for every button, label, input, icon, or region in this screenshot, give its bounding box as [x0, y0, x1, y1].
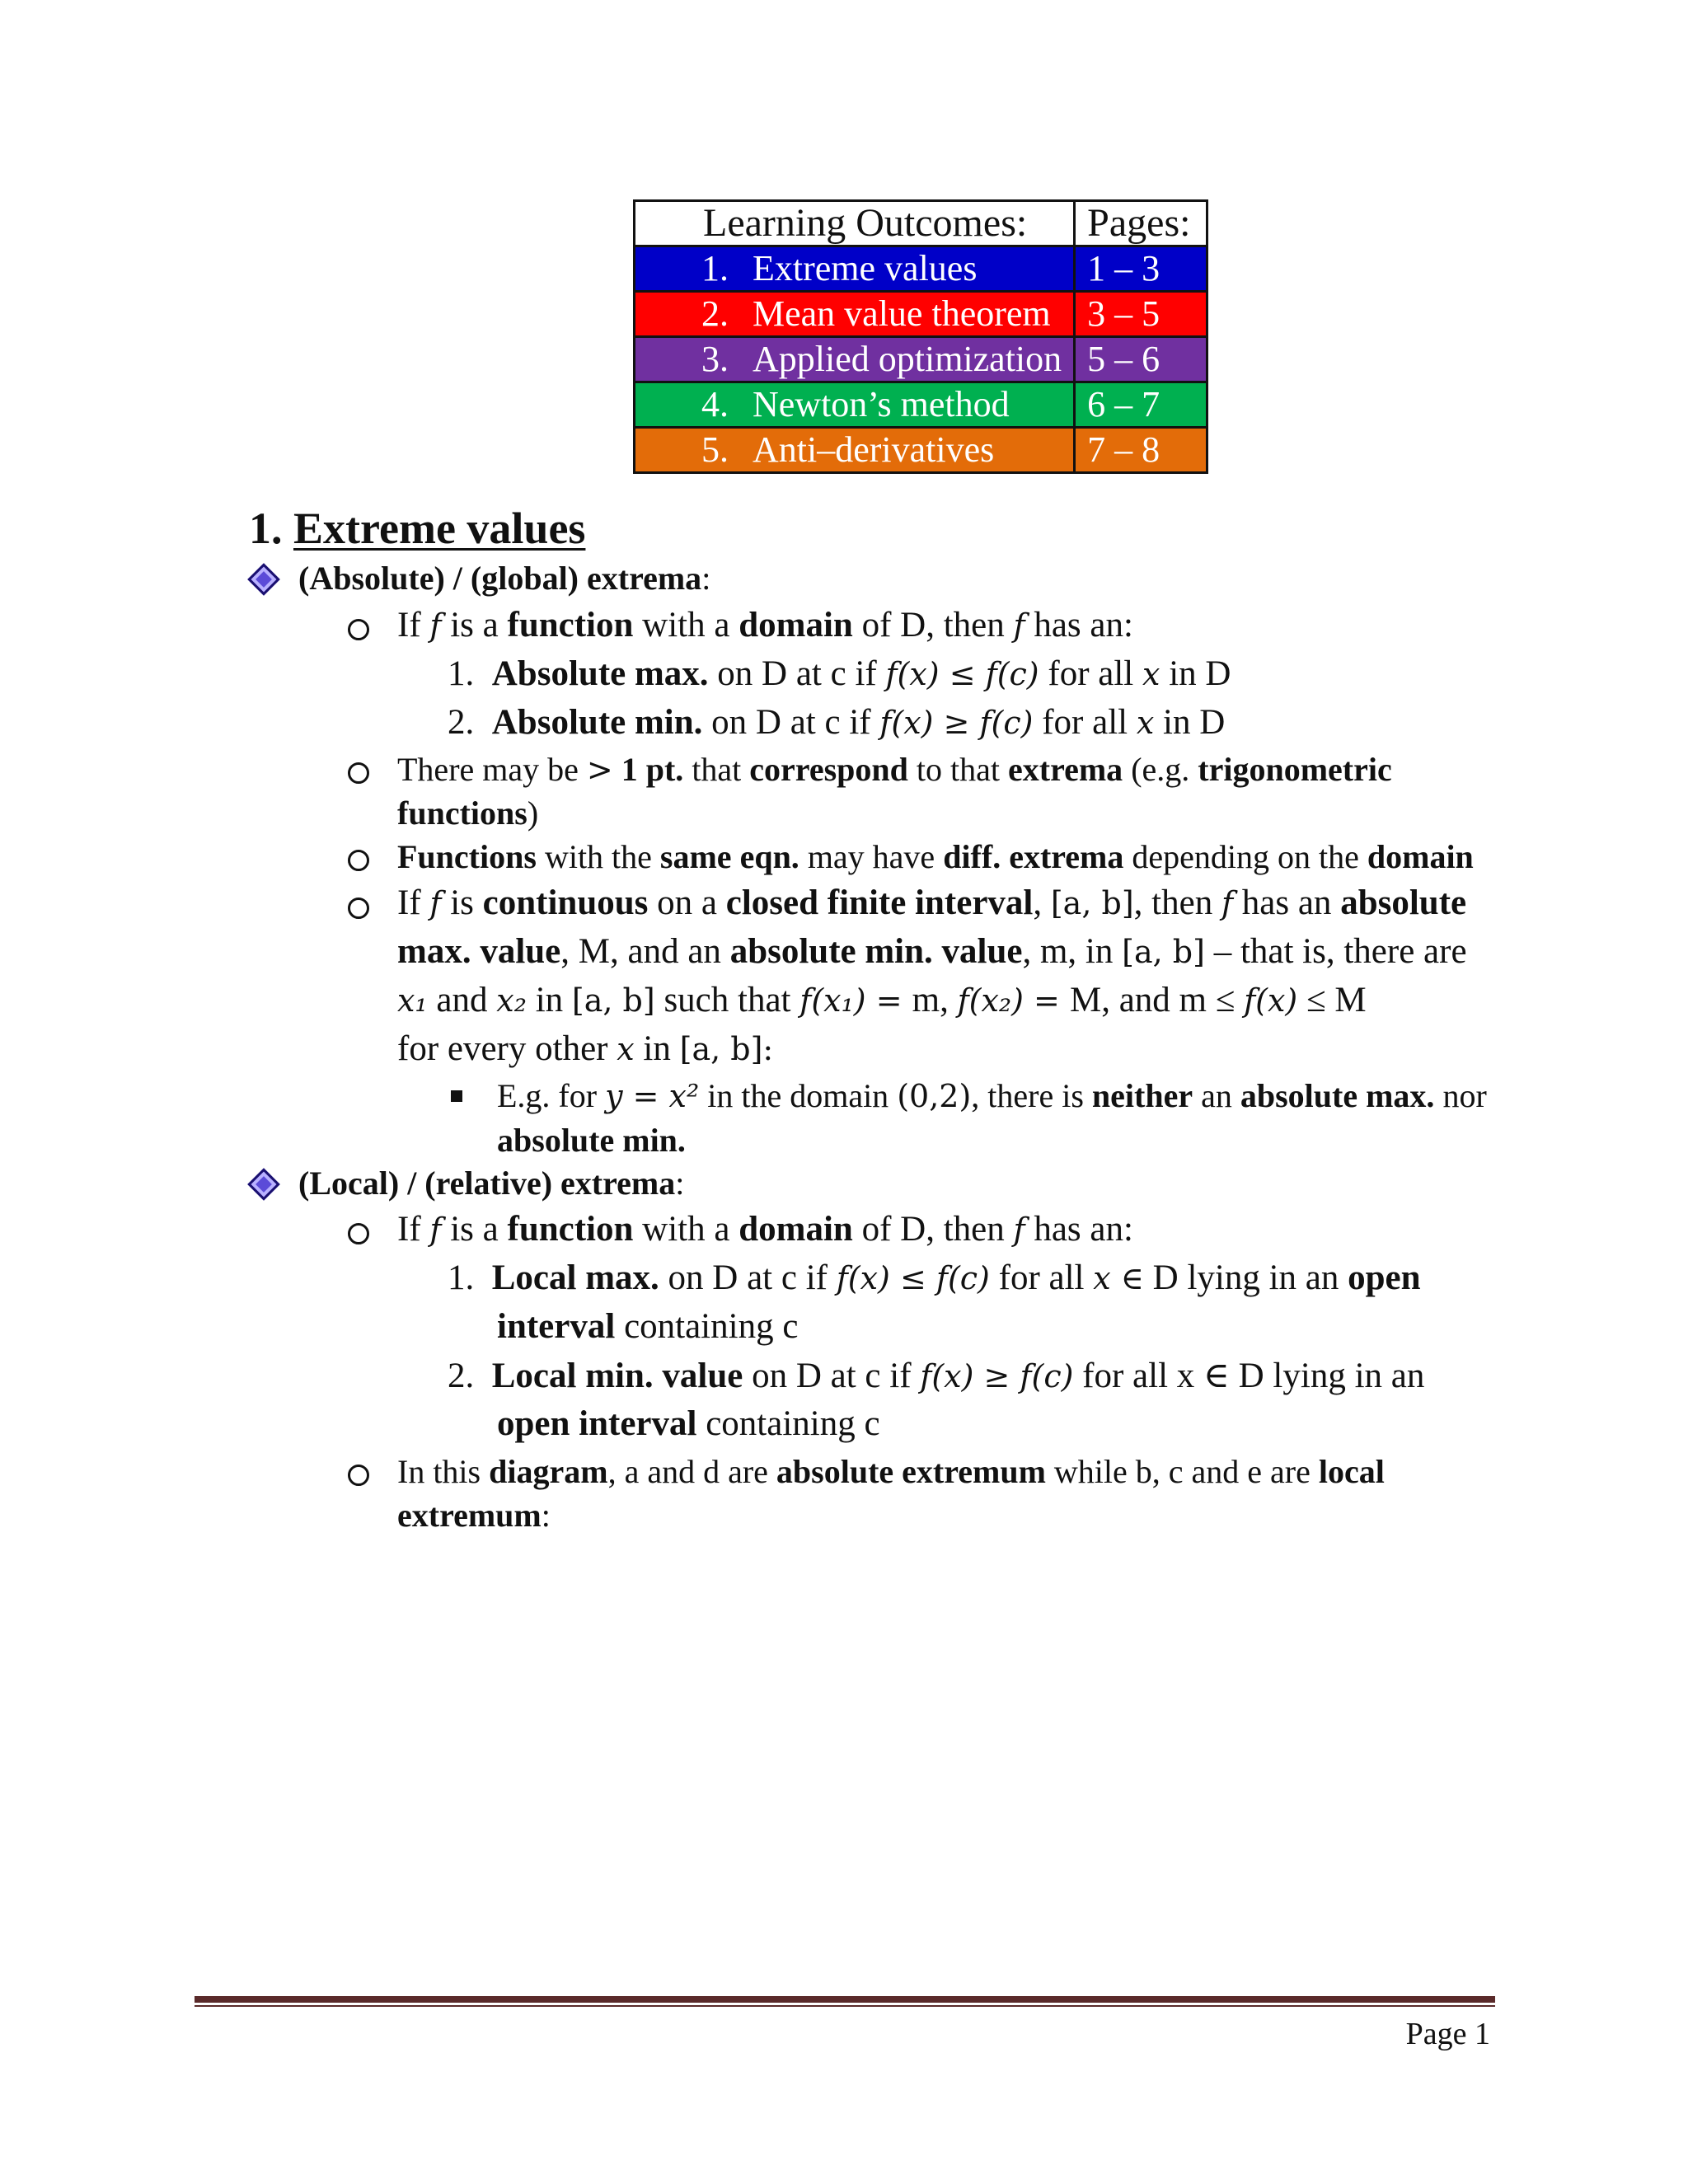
loc-para-2-cont: extremum: [397, 1497, 551, 1534]
outcome-row: 3. Applied optimization 5 – 6 [635, 337, 1207, 382]
absolute-extrema-heading: (Absolute) / (global) extrema: [298, 560, 711, 597]
abs-item-1: 1. Absolute max. on D at c if f(x) ≤ f(c) for all x in D [448, 654, 1231, 693]
circle-bullet-icon [348, 762, 369, 784]
abs-para-4-line-3: x₁ and x₂ in [a, b] such that f(x₁) = m, f(x₂) = M, and m ≤ f(x) ≤ M [397, 981, 1367, 1019]
abs-para-1: If f is a function with a domain of D, then f has an: [397, 606, 1133, 644]
circle-bullet-icon [348, 1223, 369, 1244]
circle-bullet-icon [348, 619, 369, 640]
abs-para-3: Functions with the same eqn. may have diff. extrema depending on the domain [397, 838, 1474, 875]
circle-bullet-icon [348, 850, 369, 871]
abs-para-2: There may be > 1 pt. that correspond to that extrema (e.g. trigonometric [397, 751, 1392, 788]
outcome-row: 5. Anti–derivatives 7 – 8 [635, 428, 1207, 473]
loc-item-1: 1. Local max. on D at c if f(x) ≤ f(c) for all x ∈ D lying in an open [448, 1258, 1421, 1297]
header-outcomes: Learning Outcomes: [635, 201, 1075, 246]
outcome-row: 2. Mean value theorem 3 – 5 [635, 292, 1207, 337]
outcome-row: 1. Extreme values 1 – 3 [635, 246, 1207, 292]
diamond-bullet-icon [247, 1168, 280, 1201]
header-pages: Pages: [1075, 201, 1207, 246]
outcome-row: 4. Newton’s method 6 – 7 [635, 382, 1207, 428]
abs-para-4-line-4: for every other x in [a, b]: [397, 1029, 774, 1068]
footer-rule-thin [195, 2005, 1495, 2007]
diamond-bullet-icon [247, 563, 280, 596]
abs-item-2: 2. Absolute min. on D at c if f(x) ≥ f(c) for all x in D [448, 703, 1226, 742]
loc-para-2: In this diagram, a and d are absolute extremum while b, c and e are local [397, 1453, 1385, 1490]
square-bullet-icon [451, 1090, 462, 1102]
page-number: Page 1 [1405, 2017, 1490, 2051]
loc-item-2-cont: open interval containing c [497, 1404, 880, 1443]
local-extrema-heading: (Local) / (relative) extrema: [298, 1165, 685, 1202]
abs-para-2-cont: functions) [397, 794, 539, 832]
abs-para-4-line-2: max. value, M, and an absolute min. value, m, in [a, b] – that is, there are [397, 932, 1467, 971]
loc-item-1-cont: interval containing c [497, 1307, 799, 1346]
circle-bullet-icon [348, 898, 369, 919]
loc-para-1: If f is a function with a domain of D, then f has an: [397, 1210, 1133, 1249]
abs-example-cont: absolute min. [497, 1122, 686, 1159]
abs-para-4: If f is continuous on a closed finite interval, [a, b], then f has an absolute [397, 883, 1467, 922]
loc-item-2: 2. Local min. value on D at c if f(x) ≥ f(c) for all x ∈ D lying in an [448, 1357, 1425, 1395]
section-heading: 1. Extreme values [249, 504, 586, 553]
learning-outcomes-table [633, 199, 1208, 474]
circle-bullet-icon [348, 1465, 369, 1486]
abs-example: E.g. for y = x² in the domain (0,2), there is neither an absolute max. nor [497, 1077, 1487, 1114]
footer-rule [195, 1996, 1495, 2003]
